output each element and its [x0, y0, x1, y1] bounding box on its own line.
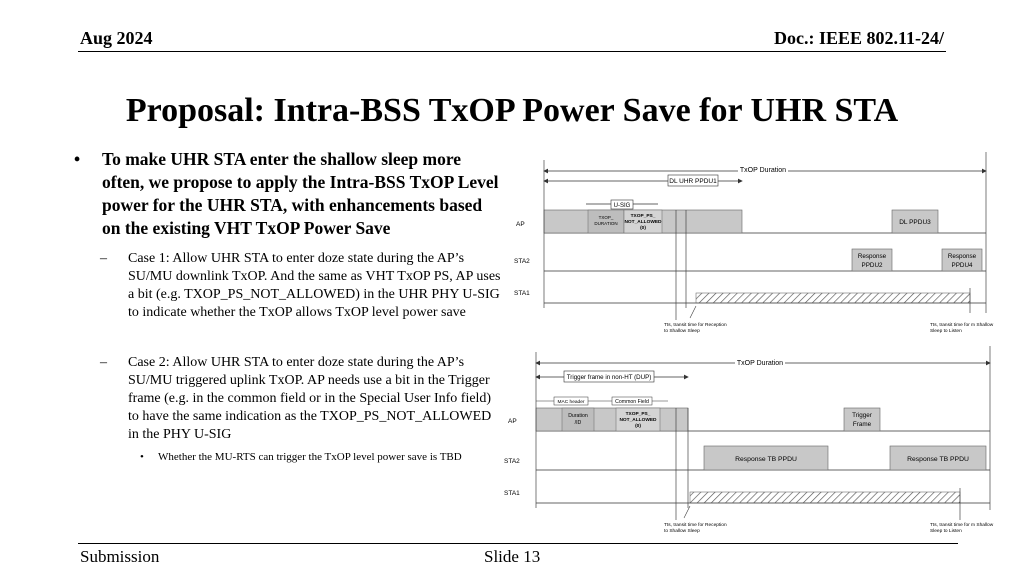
d2-ts-left-line2: to Shallow Sleep — [664, 529, 700, 534]
d2-trigger-frame-label: Trigger frame in non-HT (DUP) — [566, 374, 652, 381]
d1-sta2-row-label: STA2 — [514, 258, 530, 265]
d2-sta2-row-label: STA2 — [504, 458, 520, 465]
d1-txop-duration-field-line1: TXOP_ — [598, 215, 614, 220]
footer-slide-number: Slide 13 — [484, 547, 541, 566]
bullet-list — [74, 148, 504, 464]
d1-dl-ppdu3-label: DL PPDU3 — [899, 219, 931, 226]
d2-txop-duration-label: TxOP Duration — [736, 360, 784, 367]
d1-txop-duration-field-line2: DURATION — [594, 221, 618, 226]
d2-duration-field-line1: Duration — [568, 413, 588, 419]
d1-txop-duration-label: TxOP Duration — [739, 167, 787, 174]
d1-usig-label: U-SIG — [613, 203, 631, 209]
d2-ts-left-line1: Tts, transit time for Reception — [664, 523, 727, 528]
d1-response-ppdu2-line1: Response — [857, 253, 887, 260]
bullet-dot-icon: • — [74, 149, 81, 169]
d1-sta1-row-label: STA1 — [514, 290, 530, 297]
d2-trigger-frame-block — [536, 408, 688, 431]
footer-submission: Submission — [80, 547, 160, 566]
d2-response-tb-ppdu-1-label: Response TB PPDU — [735, 456, 797, 463]
d2-sta1-row-label: STA1 — [504, 490, 520, 497]
d1-response-ppdu4-line1: Response — [947, 253, 977, 260]
d2-ps-field-line1: TXOP_PS_ — [625, 412, 651, 417]
d1-ts-right-line1: Tts, transit time for m Shallow — [930, 323, 994, 328]
d2-trigger-line1: Trigger — [852, 412, 872, 419]
d1-ps-field-line1: TXOP_PS_ — [630, 214, 656, 219]
case2-sub-bullet — [74, 450, 504, 464]
diagram-1-dl-txop — [514, 152, 994, 334]
bullet-dash-icon: – — [100, 251, 107, 266]
case2-sub-text: Whether the MU-RTS can trigger the TxOP level power save is TBD — [158, 451, 462, 463]
d2-ps-field-line2: NOT_ALLOWED — [619, 418, 657, 423]
diagram-2-ul-triggered-txop — [504, 346, 994, 534]
d1-ps-field-line3: (0) — [640, 226, 646, 231]
bullet-dot-icon: • — [140, 451, 144, 463]
main-bullet — [74, 148, 504, 240]
footer-divider — [78, 543, 958, 544]
d1-response-ppdu2-line2: PPDU2 — [861, 262, 883, 269]
slide-title: Proposal: Intra-BSS TxOP Power Save for UHR STA — [125, 92, 899, 129]
main-bullet-text: To make UHR STA enter the shallow sleep more often, we propose to apply the Intra-BSS TxOP Level power for the UHR STA, with enhancements based on the existing VHT TxOP Power Save — [102, 149, 499, 238]
d2-duration-field-line2: /ID — [574, 420, 582, 426]
d2-ap-row-label: AP — [508, 418, 517, 425]
header-doc-number: Doc.: IEEE 802.11-24/ — [773, 28, 944, 48]
d1-sta1-doze-period — [696, 293, 970, 303]
d2-ps-field-line3: (0) — [635, 424, 641, 429]
case1-text: Case 1: Allow UHR STA to enter doze state during the AP’s SU/MU downlink TxOP. And the same as VHT TxOP PS, AP uses a bit (e.g. TXOP_PS_NOT_ALLOWED) in the UHR PHY U-SIG to indicate whether the TxOP allows TxOP level power save — [128, 251, 501, 320]
d1-dl-uhr-ppdu1-label: DL UHR PPDU1 — [669, 178, 717, 185]
d2-ts-right-line2: Sleep to Listen — [930, 529, 962, 534]
d2-response-tb-ppdu-2-label: Response TB PPDU — [907, 456, 969, 463]
d1-ts-left-line1: Tts, transit time for Reception — [664, 323, 727, 328]
d2-trigger-line2: Frame — [852, 421, 872, 428]
d2-common-field-label: Common Field — [615, 399, 649, 405]
d2-sta1-doze-period — [690, 492, 960, 503]
d2-ts-right-line1: Tts, transit time for m Shallow — [930, 523, 994, 528]
d1-ap-row-label: AP — [516, 221, 525, 228]
header-date: Aug 2024 — [80, 28, 153, 48]
d1-ps-field-line2: NOT_ALLOWED — [624, 220, 662, 225]
d1-ts-right-line2: Sleep to Listen — [930, 329, 962, 334]
case2-text: Case 2: Allow UHR STA to enter doze state during the AP’s SU/MU triggered uplink TxOP. AP needs use a bit in the Trigger frame (e.g. in the common field or in the Special User Info field) to have the same indication as the TXOP_PS_NOT_ALLOWED in the PHY U-SIG — [128, 355, 492, 442]
d1-response-ppdu4-line2: PPDU4 — [951, 262, 973, 269]
header-divider — [78, 51, 946, 52]
bullet-dash-icon: – — [100, 355, 107, 370]
d1-ts-left-line2: to Shallow Sleep — [664, 329, 700, 334]
case1-bullet — [74, 250, 504, 322]
d2-mac-header-label: MAC header — [557, 400, 585, 405]
case2-bullet — [74, 354, 504, 444]
txop-timing-diagrams — [500, 148, 1020, 542]
